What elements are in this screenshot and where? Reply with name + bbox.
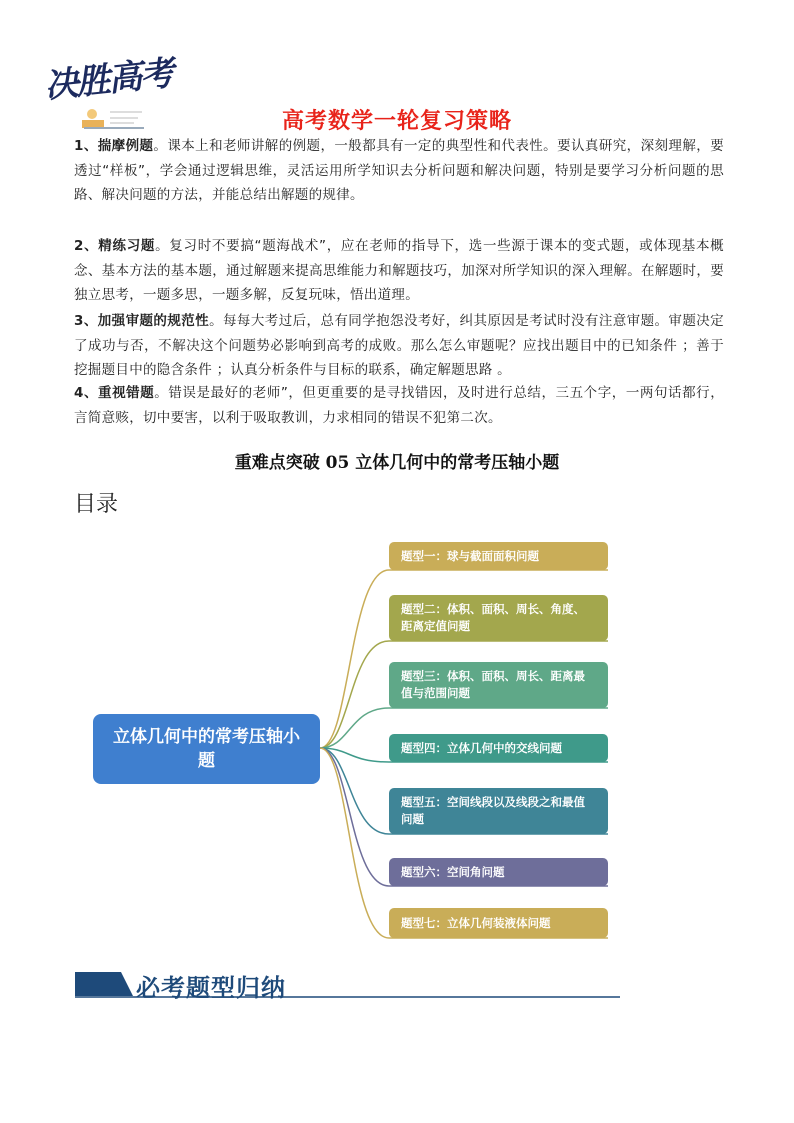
document-title: 高考数学一轮复习策略: [281, 109, 512, 134]
strategy-heading: 1、揣摩例题: [74, 138, 154, 154]
strategy-paragraph-3: [74, 309, 724, 383]
strategy-heading: 2、精练习题: [74, 238, 156, 254]
mind-map-branch-1: 题型一：球与截面面积问题: [389, 542, 608, 570]
mind-map-branch-4: 题型四：立体几何中的交线问题: [389, 734, 608, 762]
strategy-paragraph-4: [74, 381, 724, 430]
strategy-heading: 4、重视错题: [74, 385, 155, 401]
mind-map-branch-3: 题型三：体积、面积、周长、距离最值与范围问题: [389, 662, 608, 708]
logo-text: 决胜高考: [42, 53, 175, 107]
toc-label: 目录: [74, 492, 119, 517]
banner-text: 必考题型归纳: [136, 973, 286, 1002]
mind-map-branch-5: 题型五：空间线段以及线段之和最值问题: [389, 788, 608, 834]
mind-map-branch-2: 题型二：体积、面积、周长、角度、距离定值问题: [389, 595, 608, 641]
mind-map-central-node: 立体几何中的常考压轴小题: [93, 714, 320, 784]
strategy-paragraph-1: [74, 134, 724, 208]
mind-map: [0, 530, 794, 950]
strategy-body: 。错误是最好的老师”，但更重要的是寻找错因，及时进行总结，三五个字，一两句话都行，言简意赅，切中要害，以利于吸取教训，力求相同的错误不犯第二次。: [74, 385, 724, 426]
section-title: 重难点突破 05 立体几何中的常考压轴小题: [234, 453, 560, 473]
strategy-heading: 3、加强审题的规范性: [74, 313, 210, 329]
strategy-body: 。每每大考过后，总有同学抱怨没考好，纠其原因是考试时没有注意审题。审题决定了成功与否，不解决这个问题势必影响到高考的成败。那么怎么审题呢？应找出题目中的已知条件 ；善于挖掘题目中的隐含条件 ；认真分析条件与目标的联系，确定解题思路 。: [74, 313, 724, 378]
strategy-body: 。课本上和老师讲解的例题，一般都具有一定的典型性和代表性。要认真研究，深刻理解，要透过“样板”，学会通过逻辑思维，灵活运用所学知识去分析问题和解决问题，特别是要学习分析问题的思路、解决问题的方法，并能总结出解题的规律。: [74, 138, 724, 203]
strategy-paragraph-2: [74, 234, 724, 308]
mind-map-branch-6: 题型六：空间角问题: [389, 858, 608, 886]
mind-map-branch-7: 题型七：立体几何装液体问题: [389, 908, 608, 938]
strategy-body: 。复习时不要搞“题海战术”，应在老师的指导下，选一些源于课本的变式题，或体现基本概念、基本方法的基本题，通过解题来提高思维能力和解题技巧，加深对所学知识的深入理解。在解题时，要独立思考，一题多思，一题多解，反复玩味，悟出道理。: [74, 238, 724, 303]
